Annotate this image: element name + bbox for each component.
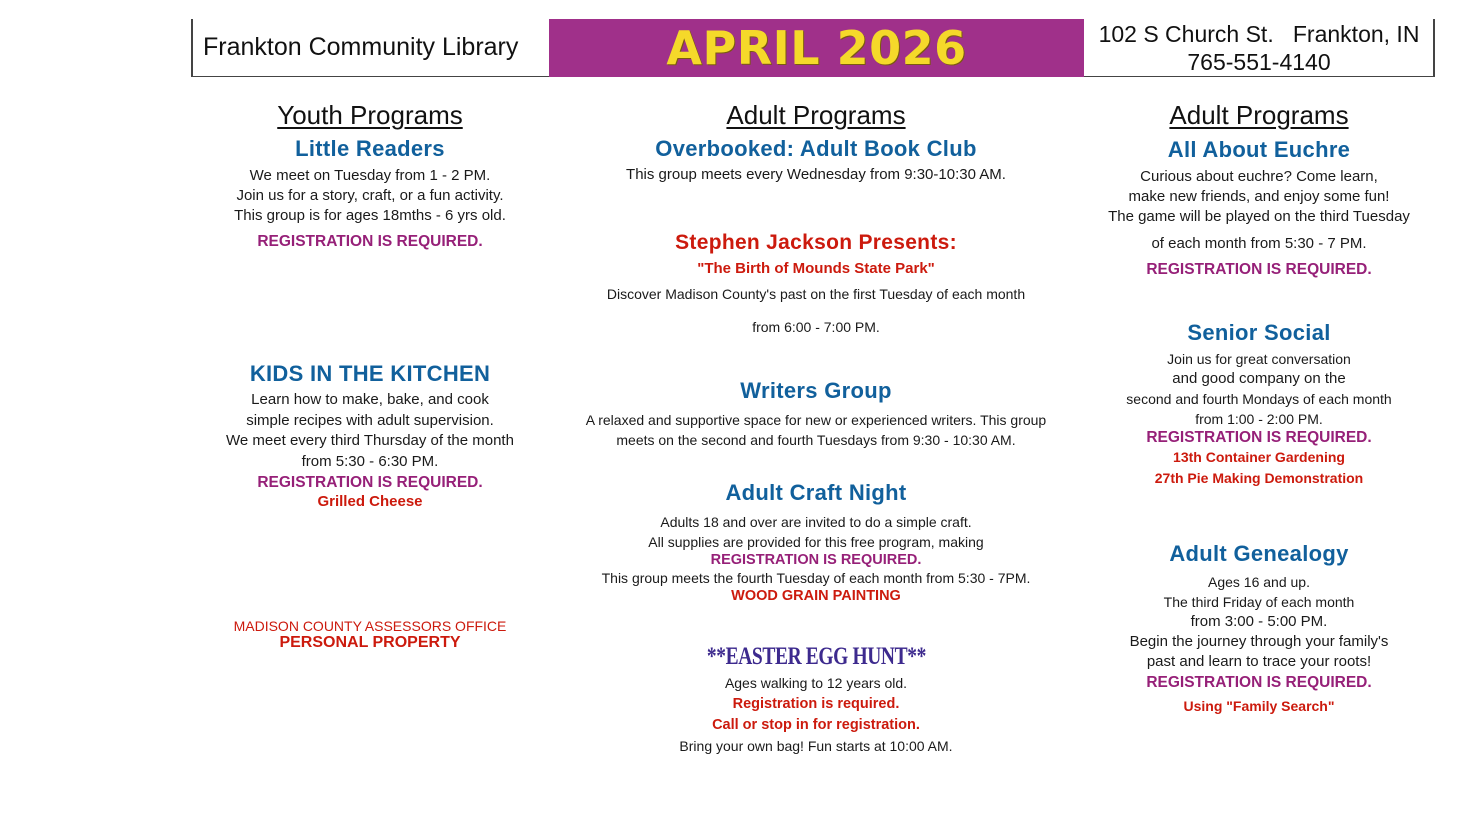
registration-notice: REGISTRATION IS REQUIRED. <box>257 474 483 491</box>
assessor-office: MADISON COUNTY ASSESSORS OFFICE <box>233 618 507 634</box>
euchre-line: of each month from 5:30 - 7 PM. <box>1151 235 1367 252</box>
little-readers-line: Join us for a story, craft, or a fun activity. <box>236 187 504 204</box>
assessor-notice <box>200 618 540 652</box>
phone: 765-551-4140 <box>1187 49 1331 75</box>
euchre-line: Curious about euchre? Come learn, <box>1140 168 1378 185</box>
genealogy-topic: Using "Family Search" <box>1183 698 1335 714</box>
registration-notice: REGISTRATION IS REQUIRED. <box>710 552 922 568</box>
little-readers-line: We meet on Tuesday from 1 - 2 PM. <box>249 167 491 184</box>
senior-social-section <box>1090 320 1428 488</box>
stephen-jackson-line: Discover Madison County's past on the first Tuesday of each month <box>606 286 1026 302</box>
adult-programs-column-right <box>1090 100 1428 740</box>
little-readers-title: Little Readers <box>295 136 445 161</box>
senior-social-line: Join us for great conversation <box>1167 351 1351 367</box>
writers-group-line: A relaxed and supportive space for new or experienced writers. This group <box>585 412 1047 428</box>
senior-social-line: and good company on the <box>1172 370 1346 387</box>
registration-notice: REGISTRATION IS REQUIRED. <box>1146 674 1372 691</box>
senior-social-line: second and fourth Mondays of each month <box>1126 391 1392 407</box>
book-club-section <box>560 136 1072 185</box>
stephen-jackson-section <box>560 231 1072 337</box>
personal-property: PERSONAL PROPERTY <box>279 634 461 651</box>
euchre-line: make new friends, and enjoy some fun! <box>1128 188 1390 205</box>
book-club-line: This group meets every Wednesday from 9:30-10:30 AM. <box>626 166 1006 183</box>
kids-kitchen-section <box>200 361 540 510</box>
craft-night-line: All supplies are provided for this free program, making <box>648 534 984 550</box>
kids-kitchen-line: We meet every third Thursday of the month <box>226 432 514 449</box>
contact-info <box>1084 19 1435 77</box>
adult-programs-heading: Adult Programs <box>1169 100 1349 130</box>
month-title: APRIL 2026 <box>666 21 967 75</box>
genealogy-line: Ages 16 and up. <box>1208 574 1310 590</box>
adult-programs-column-middle <box>560 100 1072 780</box>
kids-kitchen-line: from 5:30 - 6:30 PM. <box>301 452 439 470</box>
little-readers-line: This group is for ages 18mths - 6 yrs old. <box>234 207 506 224</box>
little-readers-section <box>200 136 540 251</box>
easter-line: Bring your own bag! Fun starts at 10:00 AM. <box>679 738 953 754</box>
kids-kitchen-line: simple recipes with adult supervision. <box>246 411 494 429</box>
senior-social-line: from 1:00 - 2:00 PM. <box>1195 411 1323 427</box>
writers-group-line: meets on the second and fourth Tuesdays from 9:30 - 10:30 AM. <box>616 432 1016 448</box>
stephen-jackson-subtitle: "The Birth of Mounds State Park" <box>697 260 935 277</box>
adult-programs-heading: Adult Programs <box>726 100 906 130</box>
senior-social-title: Senior Social <box>1187 320 1331 345</box>
euchre-line: The game will be played on the third Tuesday <box>1108 208 1410 225</box>
craft-night-topic: WOOD GRAIN PAINTING <box>731 588 901 604</box>
senior-social-topic: 27th Pie Making Demonstration <box>1154 470 1364 486</box>
senior-social-topic: 13th Container Gardening <box>1173 449 1345 465</box>
craft-night-section <box>560 480 1072 604</box>
easter-line: Ages walking to 12 years old. <box>724 675 908 691</box>
genealogy-line: The third Friday of each month <box>1163 594 1355 610</box>
library-name: Frankton Community Library <box>192 19 549 77</box>
stephen-jackson-title: Stephen Jackson Presents: <box>675 231 957 254</box>
youth-programs-heading: Youth Programs <box>277 100 463 130</box>
genealogy-title: Adult Genealogy <box>1169 541 1349 566</box>
euchre-title: All About Euchre <box>1167 137 1351 162</box>
craft-night-line: Adults 18 and over are invited to do a simple craft. <box>660 514 972 530</box>
month-banner <box>549 19 1084 77</box>
writers-group-section <box>560 378 1072 450</box>
craft-night-title: Adult Craft Night <box>725 480 907 505</box>
craft-night-line: This group meets the fourth Tuesday of each month from 5:30 - 7PM. <box>601 570 1031 586</box>
kids-kitchen-title: KIDS IN THE KITCHEN <box>249 361 491 386</box>
youth-programs-column <box>200 100 540 660</box>
easter-registration: Registration is required. <box>732 696 900 712</box>
easter-egg-hunt-title: **EASTER EGG HUNT** <box>706 643 926 670</box>
genealogy-line: Begin the journey through your family's <box>1129 633 1389 650</box>
genealogy-line: past and learn to trace your roots! <box>1146 653 1372 670</box>
page-header <box>191 19 1434 77</box>
easter-egg-hunt-section <box>560 643 1072 756</box>
registration-notice: REGISTRATION IS REQUIRED. <box>257 233 483 250</box>
euchre-section <box>1090 137 1428 279</box>
book-club-title: Overbooked: Adult Book Club <box>655 136 977 161</box>
kids-kitchen-topic: Grilled Cheese <box>317 493 423 510</box>
genealogy-section <box>1090 541 1428 718</box>
kids-kitchen-line: Learn how to make, bake, and cook <box>251 391 489 408</box>
stephen-jackson-line: from 6:00 - 7:00 PM. <box>752 319 880 335</box>
registration-notice: REGISTRATION IS REQUIRED. <box>1146 429 1372 446</box>
registration-notice: REGISTRATION IS REQUIRED. <box>1146 261 1372 278</box>
writers-group-title: Writers Group <box>740 378 892 403</box>
easter-registration-call: Call or stop in for registration. <box>712 717 920 733</box>
genealogy-line: from 3:00 - 5:00 PM. <box>1190 613 1328 630</box>
address: 102 S Church St. Frankton, IN <box>1098 21 1420 47</box>
